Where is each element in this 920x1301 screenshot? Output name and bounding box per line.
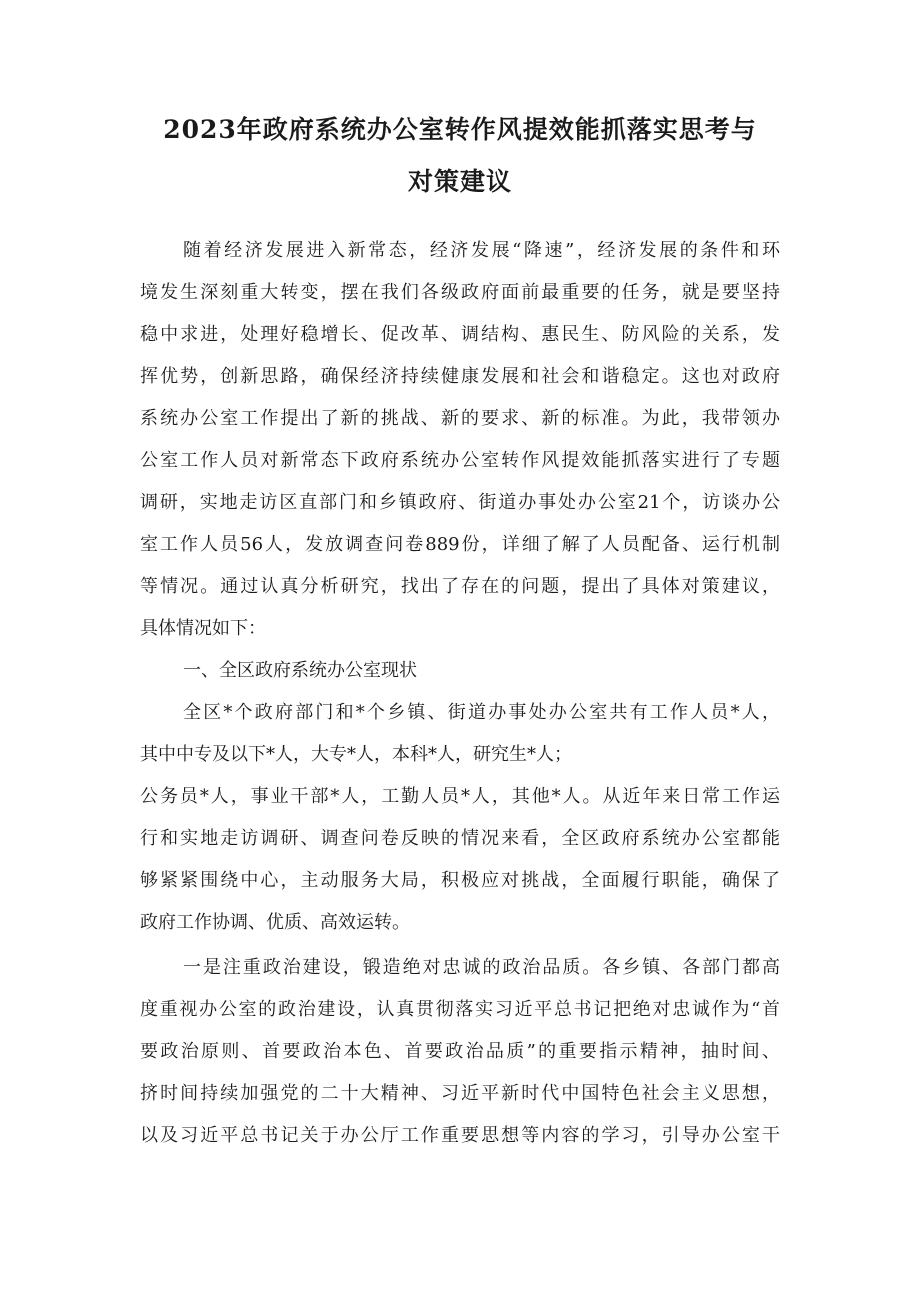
body-line: 度重视办公室的政治建设，认真贯彻落实习近平总书记把绝对忠诚作为“首 — [140, 999, 780, 1020]
body-line: 其中中专及以下*人，大专*人，本科*人，研究生*人； — [140, 744, 572, 765]
body-line: 行和实地走访调研、调查问卷反映的情况来看，全区政府系统办公室都能 — [140, 828, 780, 849]
body-line: 政府工作协调、优质、高效运转。 — [140, 912, 410, 933]
body-line: 够紧紧围绕中心，主动服务大局，积极应对挑战，全面履行职能，确保了 — [140, 870, 780, 891]
body-line: 一是注重政治建设，锻造绝对忠诚的政治品质。各乡镇、各部门都高 — [183, 957, 780, 978]
body-line: 挥优势，创新思路，确保经济持续健康发展和社会和谐稳定。这也对政府 — [140, 366, 780, 387]
section-heading: 一、全区政府系统办公室现状 — [183, 660, 417, 681]
body-line: 公室工作人员对新常态下政府系统办公室转作风提效能抓落实进行了专题 — [140, 450, 780, 471]
body-line: 调研，实地走访区直部门和乡镇政府、街道办事处办公室21个，访谈办公 — [140, 492, 780, 513]
body-line: 稳中求进，处理好稳增长、促改革、调结构、惠民生、防风险的关系，发 — [140, 324, 780, 345]
body-line: 系统办公室工作提出了新的挑战、新的要求、新的标准。为此，我带领办 — [140, 408, 780, 429]
body-line: 随着经济发展进入新常态，经济发展“降速”，经济发展的条件和环 — [183, 240, 780, 261]
body-line: 具体情况如下： — [140, 618, 266, 639]
body-line: 室工作人员56人，发放调查问卷889份，详细了解了人员配备、运行机制 — [140, 534, 780, 555]
document-title-line-1: 2023年政府系统办公室转作风提效能抓落实思考与 — [163, 115, 757, 144]
body-line: 要政治原则、首要政治本色、首要政治品质”的重要指示精神，抽时间、 — [140, 1041, 780, 1062]
body-line: 公务员*人，事业干部*人，工勤人员*人，其他*人。从近年来日常工作运 — [140, 786, 780, 807]
body-line: 等情况。通过认真分析研究，找出了存在的问题，提出了具体对策建议， — [140, 576, 780, 597]
body-line: 挤时间持续加强党的二十大精神、习近平新时代中国特色社会主义思想， — [140, 1083, 780, 1104]
document-title-line-2: 对策建议 — [407, 167, 512, 196]
body-line: 境发生深刻重大转变，摆在我们各级政府面前最重要的任务，就是要坚持 — [140, 282, 780, 303]
body-line: 全区*个政府部门和*个乡镇、街道办事处办公室共有工作人员*人， — [183, 702, 780, 723]
body-line: 以及习近平总书记关于办公厅工作重要思想等内容的学习，引导办公室干 — [140, 1125, 780, 1146]
